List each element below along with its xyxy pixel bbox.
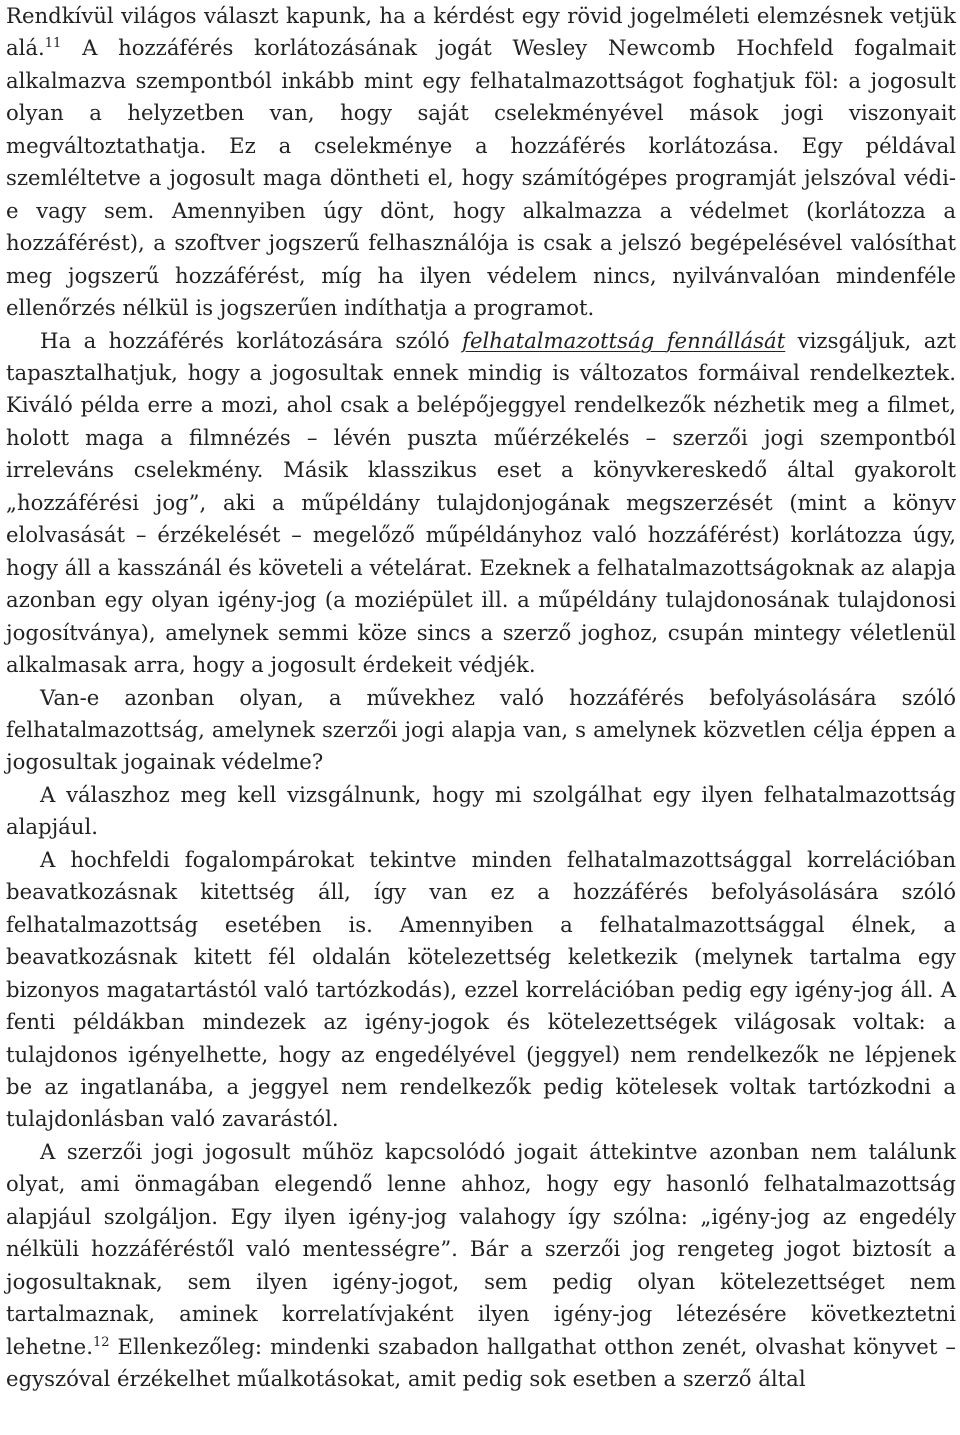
paragraph-text: A hozzáférés korlátozásának jogát Wesley Newcomb Hochfeld fogalmait alkalmazva szempontból inkább mint egy felhatalmazottságot foghatjuk föl: a jogosult olyan a helyzetben van, hogy saját cselekményével mások jogi viszonyait megváltoztathatja. Ez a cselekménye a hozzáférés korlátozása. Egy példával szemléltetve a jogosult maga döntheti el, hogy számítógépes programját jelszóval védi-e vagy sem. Amennyiben úgy dönt, hogy alkalmazza a védelmet (korlátozza a hozzáférést), a szoftver jogszerű felhasználója is csak a jelszó begépelésével valósíthat meg jogszerű hozzáférést, míg ha ilyen védelem nincs, nyilvánvalóan mindenféle ellenőrzés nélkül is jogszerűen indíthatja a programot.	[6, 35, 956, 321]
paragraph-text: A szerzői jogi jogosult műhöz kapcsolódó jogait áttekintve azonban nem találunk olyat, ami önmagában elegendő lenne ahhoz, hogy egy hasonló felhatalmazottság alapjául szolgáljon. Egy ilyen igény-jog valahogy így szólna: „igény-jog az engedély nélküli hozzáféréstől való mentességre”. Bár a szerzői jog rengeteg jogot biztosít a jogosultaknak, sem ilyen igény-jogot, sem pedig olyan kötelezettséget nem tartalmaznak, aminek korrelatívjaként ilyen igény-jog létezésére következtetni lehetne.	[6, 1138, 956, 1359]
paragraph-text: Van-e azonban olyan, a művekhez való hozzáférés befolyásolására szóló felhatalmazottság, amelynek szerzői jogi alapja van, s amelynek közvetlen célja éppen a jogosultak jogainak védelme?	[6, 684, 956, 775]
paragraph-1	[6, 0, 956, 325]
paragraph-text: Ha a hozzáférés korlátozására szóló	[40, 327, 463, 353]
paragraph-5	[6, 844, 956, 1136]
paragraph-text: Ellenkezőleg: mindenki szabadon hallgathat otthon zenét, olvashat könyvet – egyszóval érzékelhet műalkotásokat, amit pedig sok esetben a szerző által	[6, 1333, 956, 1392]
paragraph-2	[6, 325, 956, 682]
paragraph-4	[6, 779, 956, 844]
paragraph-6	[6, 1136, 956, 1396]
footnote-marker: 12	[92, 1334, 110, 1350]
paragraph-text: A hochfeldi fogalompárokat tekintve minden felhatalmazottsággal korrelációban beavatkozásnak kitettség áll, így van ez a hozzáférés befolyásolására szóló felhatalmazottság esetében is. Amennyiben a felhatalmazottsággal élnek, a beavatkozásnak kitett fél oldalán kötelezettség keletkezik (melynek tartalma egy bizonyos magatartástól való tartózkodás), ezzel korrelációban pedig egy igény-jog áll. A fenti példákban mindezek az igény-jogok és kötelezettségek világosak voltak: a tulajdonos igényelhette, hogy az engedélyével (jeggyel) nem rendelkezők ne lépjenek be az ingatlanába, a jeggyel nem rendelkezők pedig kötelesek voltak tartózkodni a tulajdonlásban való zavarástól.	[6, 846, 956, 1132]
paragraph-text: A válaszhoz meg kell vizsgálnunk, hogy mi szolgálhat egy ilyen felhatalmazottság alapjául.	[6, 781, 956, 840]
emphasized-text: felhatalmazottság fennállását	[462, 327, 786, 353]
footnote-marker: 11	[44, 36, 62, 52]
paragraph-3	[6, 682, 956, 779]
paragraph-text: Rendkívül világos választ kapunk, ha a kérdést egy rövid jogelméleti elemzésnek vetjük alá.	[6, 3, 956, 61]
paragraph-text: vizsgáljuk, azt tapasztalhatjuk, hogy a jogosultak ennek mindig is változatos formáival rendelkeztek. Kiváló példa erre a mozi, ahol csak a belépőjeggyel rendelkezők nézhetik meg a filmet, holott maga a filmnézés – lévén puszta műérzékelés – szerzői jogi szempontból irreleváns cselekmény. Másik klasszikus eset a könyvkereskedő által gyakorolt „hozzáférési jog”, aki a műpéldány tulajdonjogának megszerzését (mint a könyv elolvasását – érzékelését – megelőző műpéldányhoz való hozzáférést) korlátozza úgy, hogy áll a kasszánál és követeli a vételárat. Ezeknek a felhatalmazottságoknak az alapja azonban egy olyan igény-jog (a moziépület ill. a műpéldány tulajdonosának tulajdonosi jogosítványa), amelynek semmi köze sincs a szerző joghoz, csupán mintegy véletlenül alkalmasak arra, hogy a jogosult érdekeit védjék.	[6, 327, 956, 678]
